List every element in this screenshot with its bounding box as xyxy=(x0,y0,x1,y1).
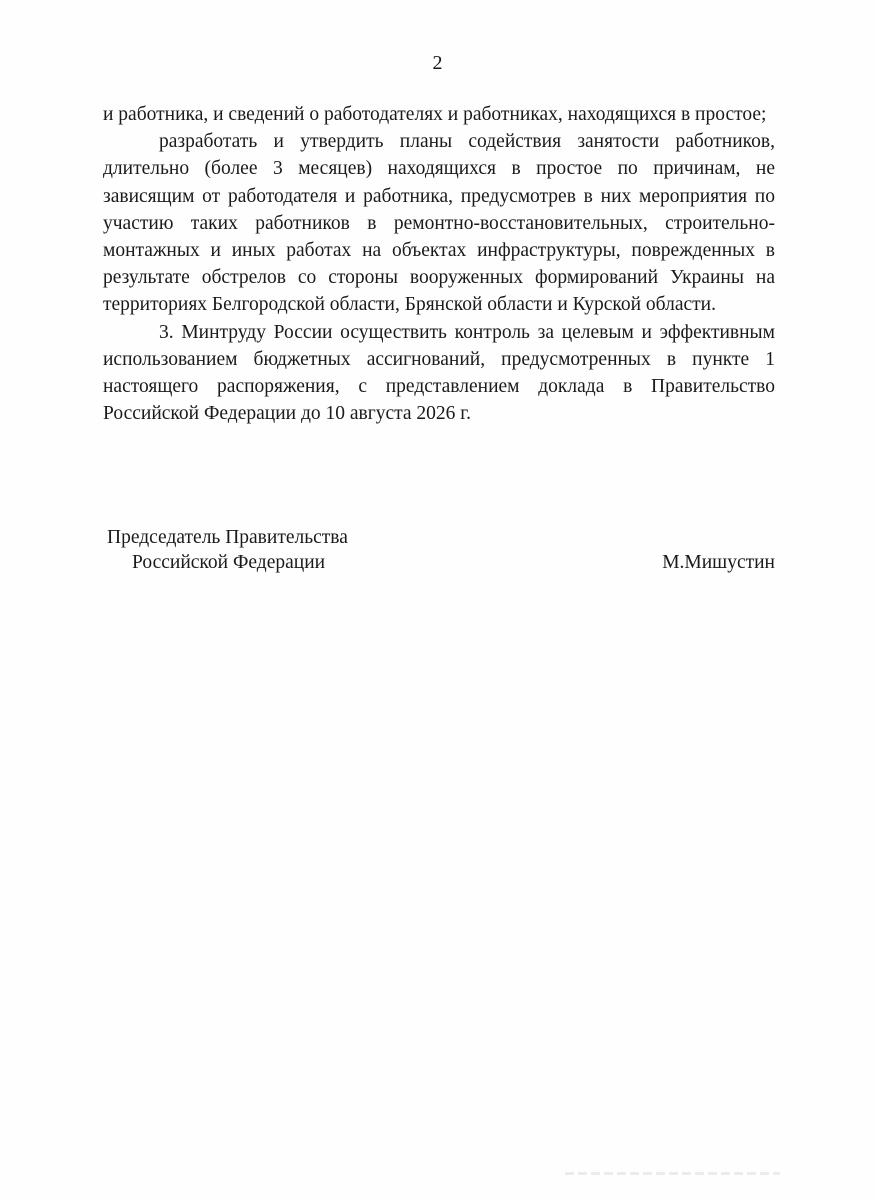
paragraph-continuation: и работника, и сведений о работодателях и работниках, находящихся в простое; xyxy=(103,104,767,125)
paragraph-item-3: 3. Минтруду России осуществить контроль за целевым и эффективным использованием бюджетных ассигнований, предусмотренных в пункте 1 настоящего распоряжения, с представлением доклада в Правительство Российской Федерации до 10 августа 2026 г. xyxy=(103,321,775,425)
page-number: 2 xyxy=(432,52,443,74)
paragraph-employment-plans: разработать и утвердить планы содействия занятости работников, длительно (более 3 месяцев) находящихся в простое по причинам, не зависящим от работодателя и работника, предусмотрев в них мероприятия по участию таких работников в ремонтно-восстановительных, строительно-монтажных и иных работах на объектах инфраструктуры, поврежденных в результате обстрелов со стороны вооруженных формирований Украины на территориях Белгородской области, Брянской области и Курской области. xyxy=(103,131,775,316)
signatory-title-line1: Председатель Правительства xyxy=(107,527,348,548)
signatory-title-line2: Российской Федерации xyxy=(132,552,326,573)
footer-faint-mark xyxy=(565,1172,780,1175)
document-body xyxy=(103,101,775,427)
signatory-name: М.Мишустин xyxy=(662,552,775,573)
